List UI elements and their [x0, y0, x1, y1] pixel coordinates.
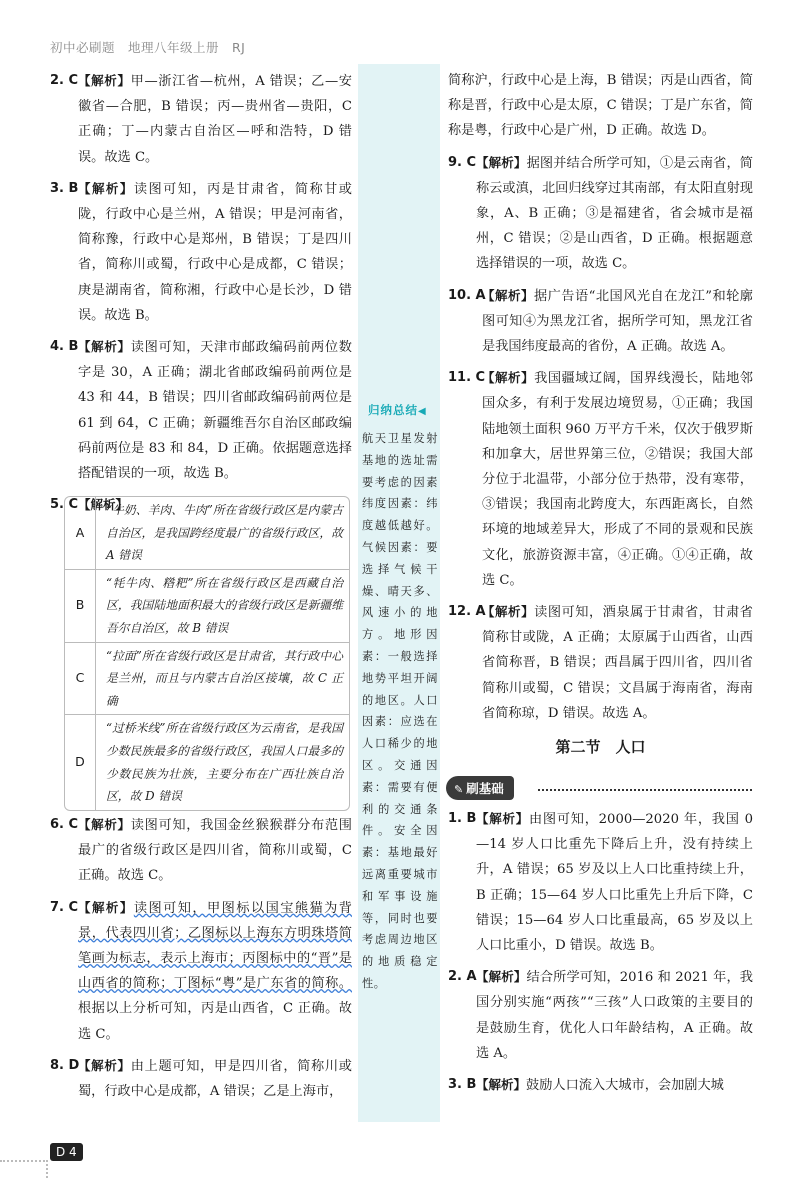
analysis-text: 甲—浙江省—杭州，A 错误；乙—安徽省—合肥，B 错误；丙—贵州省—贵阳，C 正确；丁—内蒙古自治区—呼和浩特，D 错误。故选 C。: [78, 74, 352, 165]
right-column-bottom: [448, 806, 753, 1104]
answer-number: 2. A: [448, 969, 477, 985]
answer-item: [50, 68, 352, 170]
analysis-text: 读图可知，酒泉属于甘肃省，甘肃省简称甘或陇，A 正确；太原属于山西省，山西省简称晋，B 错误；西昌属于四川省，四川省简称川或蜀，C 错误；文昌属于海南省，海南省简称琼，D 错误。故选 A。: [482, 605, 753, 721]
answer-number: 12. A: [448, 604, 486, 620]
analysis-text: 读图可知，丙是甘肃省，简称甘或陇，行政中心是兰州，A 错误；甲是河南省，简称豫，行政中心是郑州，B 错误；丁是四川省，简称川或蜀，行政中心是成都，C 错误；庚是湖南省，简称湘，行政中心是长沙，D 错误。故选 B。: [78, 181, 352, 323]
badge: [446, 776, 514, 800]
answer-number: 4. B: [50, 339, 79, 355]
answer-item: [448, 806, 753, 958]
option-row: [65, 497, 349, 570]
analysis-text: 据图并结合所学可知，①是云南省，简称云或滇，北回归线穿过其南部，有太阳直射现象，A、B 正确；③是福建省，省会城市是福州，C 错误；②是山西省，D 正确。根据题意选择错误的一项，故选 C。: [476, 155, 753, 272]
left-column: [50, 68, 352, 524]
analysis-text: 据广告语“北国风光自在龙江”和轮廓图可知④为黑龙江省，据所学可知，黑龙江省是我国纬度最高的省份，A 正确。故选 A。: [482, 288, 753, 355]
analysis-text: 鼓励人口流入大城市，会加剧大城: [526, 1078, 724, 1094]
dotted-divider: [538, 789, 752, 791]
analysis-tag: 【解析】: [78, 1057, 131, 1073]
analysis-tag: 【解析】: [78, 73, 131, 88]
option-row: [65, 643, 349, 716]
answer-item: [448, 1072, 753, 1098]
analysis-tag: 【解析】: [476, 1077, 527, 1093]
answer-item: [50, 895, 352, 1047]
section-badge-row: [446, 776, 756, 802]
answer-number: 8. D: [50, 1057, 80, 1073]
answer-number: 3. B: [50, 180, 79, 196]
option-text: “牦牛肉、糌粑”所在省级行政区是西藏自治区，我国陆地面积最大的省级行政区是新疆维吾尔自治区，故 B 错误: [106, 575, 343, 635]
option-text: “拉面”所在省级行政区是甘肃省，其行政中心是兰州，而且与内蒙古自治区接壤，故 C 正确: [106, 648, 343, 708]
analysis-tag: 【解析】: [476, 811, 529, 826]
option-text: “牛奶、羊肉、牛肉”所在省级行政区是内蒙古自治区，是我国跨经度最广的省级行政区，故 A 错误: [106, 503, 343, 563]
analysis-text: 我国疆域辽阔，国界线漫长，陆地邻国众多，有利于发展边境贸易，①正确；我国陆地领土面积 960 万平方千米，仅次于俄罗斯和加拿大，居世界第三位，②错误；我国大部分位于北温带，小部分位于热带，没有寒带，③错误；我国南北跨度大，东西距离长，自然环境的地域差异大，形成了不同的景观和民族文化，旅游资源丰富，④正确。①④正确，故选 C。: [482, 371, 753, 588]
page-number: D 4: [50, 1143, 83, 1161]
analysis-tag: 【解析】: [78, 339, 131, 355]
option-key: D: [65, 715, 96, 809]
section-title: 第二节 人口: [555, 738, 646, 756]
answer-number: 1. B: [448, 811, 477, 826]
answer-item: [448, 283, 753, 360]
badge-label: 刷基础: [466, 781, 504, 796]
analysis-tag: 【解析】: [476, 154, 527, 170]
running-header: 初中必刷题 地理八年级上册 RJ: [50, 40, 246, 55]
option-row: [65, 715, 349, 809]
triangle-pointer-icon: ◀: [418, 406, 427, 417]
answer-number: 5. C: [50, 497, 79, 513]
answer-item: [448, 365, 753, 593]
answer-item: [448, 68, 753, 144]
analysis-text: 读图可知，我国金丝猴猴群分布范围最广的省级行政区是四川省，简称川或蜀，C 正确。故选 C。: [78, 818, 352, 884]
analysis-tag: 【解析】: [78, 817, 131, 832]
analysis-text: 读图可知，天津市邮政编码前两位数字是 30，A 正确；湖北省邮政编码前两位是 43 和 44，B 错误；四川省邮政编码前两位是 61 到 64，C 正确；新疆维吾尔自治区邮政编码前两位是 83 和 84，D 正确。依据题意选择搭配错误的一项，故选 B。: [78, 340, 352, 482]
option-table: [64, 496, 350, 811]
analysis-tag: 【解析】: [78, 497, 129, 513]
analysis-tag: 【解析】: [476, 969, 527, 985]
option-key: A: [65, 497, 96, 569]
answer-number: 6. C: [50, 817, 79, 832]
answer-item: [448, 599, 753, 726]
analysis-text: 简称沪，行政中心是上海，B 错误；丙是山西省，简称是晋，行政中心是太原，C 错误；丁是广东省，简称是粤，行政中心是广州，D 正确。故选 D。: [448, 73, 753, 139]
underlined-analysis-text: 读图可知，甲图标以国宝熊猫为背景，代表四川省；乙图标以上海东方明珠塔简笔画为标志，表示上海市；丙图标中的“晋”是山西省的简称；丁图标“粤”是广东省的简称。: [78, 900, 352, 992]
analysis-tag: 【解析】: [78, 899, 134, 915]
answer-number: 11. C: [448, 370, 486, 386]
analysis-text: 由图可知，2000—2020 年，我国 0—14 岁人口比重先下降后上升，没有持续上升，A 错误；65 岁及以上人口比重持续上升，B 正确；15—64 岁人口比重先上升后下降，C 错误；15—64 岁人口比重最高，65 岁及以上人口比重小，D 错误。故选 B。: [476, 812, 753, 954]
right-column: [448, 68, 753, 732]
answer-item: [448, 150, 753, 277]
answer-number: 3. B: [448, 1077, 477, 1093]
answer-number: 7. C: [50, 899, 79, 915]
answer-item: [50, 176, 352, 328]
decorative-dots: [46, 1160, 48, 1178]
sidebar-title-text: 归纳总结: [368, 403, 418, 417]
option-text: “过桥米线”所在省级行政区为云南省，是我国少数民族最多的省级行政区，我国人口最多的少数民族为壮族，主要分布在广西壮族自治区，故 D 错误: [106, 721, 343, 804]
analysis-tag: 【解析】: [482, 604, 535, 620]
sidebar-text: 航天卫星发射基地的选址需要考虑的因素 纬度因素：纬度越低越好。气候因素：要选择气候干燥、晴天多、风速小的地方。地形因素：一般选择地势平坦开阔的地区。人口因素：应选在人口稀少的地区。交通因素：需要有便利的交通条件。安全因素：基地最好远离重要城市和军事设施等，同时也要考虑周边地区的地质稳定性。: [362, 432, 438, 990]
sidebar-title: [368, 402, 427, 418]
left-column-bottom: [50, 812, 352, 1110]
answer-number: 2. C: [50, 73, 79, 88]
analysis-text: 根据以上分析可知，丙是山西省，C 正确。故选 C。: [78, 1001, 352, 1042]
option-row: [65, 570, 349, 643]
analysis-tag: 【解析】: [78, 180, 134, 196]
answer-item: [50, 1053, 352, 1104]
decorative-dots: [0, 1160, 48, 1162]
pen-icon: ✎: [454, 783, 464, 796]
answer-item: [50, 334, 352, 486]
analysis-text: 结合所学可知，2016 和 2021 年，我国分别实施“两孩”“三孩”人口政策的主要目的是鼓励生育，优化人口年龄结构，A 正确。故选 A。: [476, 970, 753, 1061]
analysis-tag: 【解析】: [482, 287, 534, 303]
answer-item: [448, 964, 753, 1066]
answer-item: [50, 812, 352, 889]
analysis-text: 由上题可知，甲是四川省，简称川或蜀，行政中心是成都，A 错误；乙是上海市，: [78, 1058, 352, 1100]
answer-number: 9. C: [448, 154, 477, 170]
answer-number: 10. A: [448, 287, 486, 303]
option-key: B: [65, 570, 96, 642]
analysis-tag: 【解析】: [482, 370, 535, 386]
option-key: C: [65, 643, 96, 715]
